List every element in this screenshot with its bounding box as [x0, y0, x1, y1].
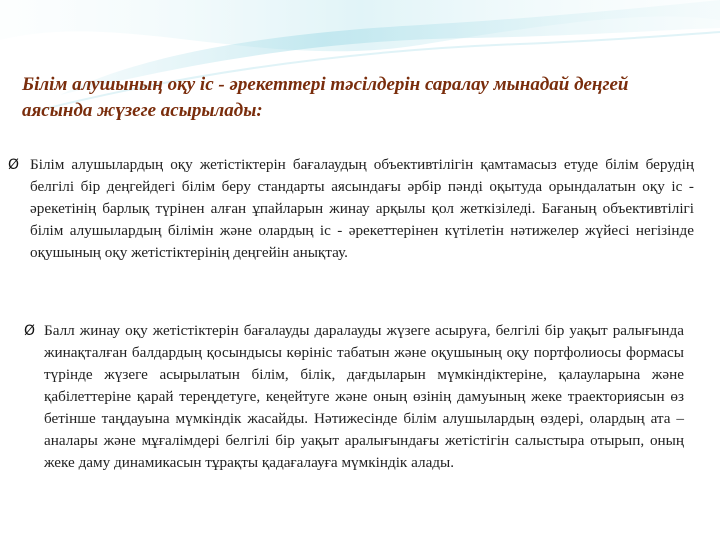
bullet-text: Білім алушылардың оқу жетістіктерін бағалаудың объективтілігін қамтамасыз етуде білім берудің белгілі бір деңгейдегі білім беру стандарты аясындағы әрбір пәнді оқытуда орындалатын оқу іс - әрекетінің барлық түрінен алған ұпайларын жинау арқылы қол жеткізіледі. Бағаның объективтілігі білім алушылардың білімін және олардың іс - әрекеттерінен күтілетін нәтижелер жүйесі негізінде оқушының оқу жетістіктерінің деңгейін анықтау. [30, 156, 694, 261]
arrow-bullet-icon: Ø [24, 323, 36, 339]
bullet-item [24, 320, 684, 474]
bullet-text: Балл жинау оқу жетістіктерін бағалауды даралауды жүзеге асыруға, белгілі бір уақыт ралығында жинақталған балдардың қосындысы көрініс табатын және оқушының оқу портфолиосы формасы түрінде жүзеге асырылатын білім, білік, дағдыларын мүмкіндіктеріне, қалауларына және қабілеттеріне қарай тереңдетуге, кеңейтуге және оның өзінің дамуының жеке траекториясын өз бетінше таңдауына мүмкіндік жасайды. Нәтижесінде білім алушылардың өздері, олардың ата – аналары және мұғалімдері белгілі бір уақыт аралығындағы жетістігін салыстыра отырып, оның жеке даму динамикасын тұрақты қадағалауға мүмкіндік алады. [44, 322, 684, 471]
arrow-bullet-icon: Ø [8, 157, 20, 173]
slide-title: Білім алушының оқу іс - әрекеттері тәсілдерін саралау мынадай деңгей аясында жүзеге асырылады: [22, 74, 629, 121]
bullet-item [8, 154, 694, 264]
